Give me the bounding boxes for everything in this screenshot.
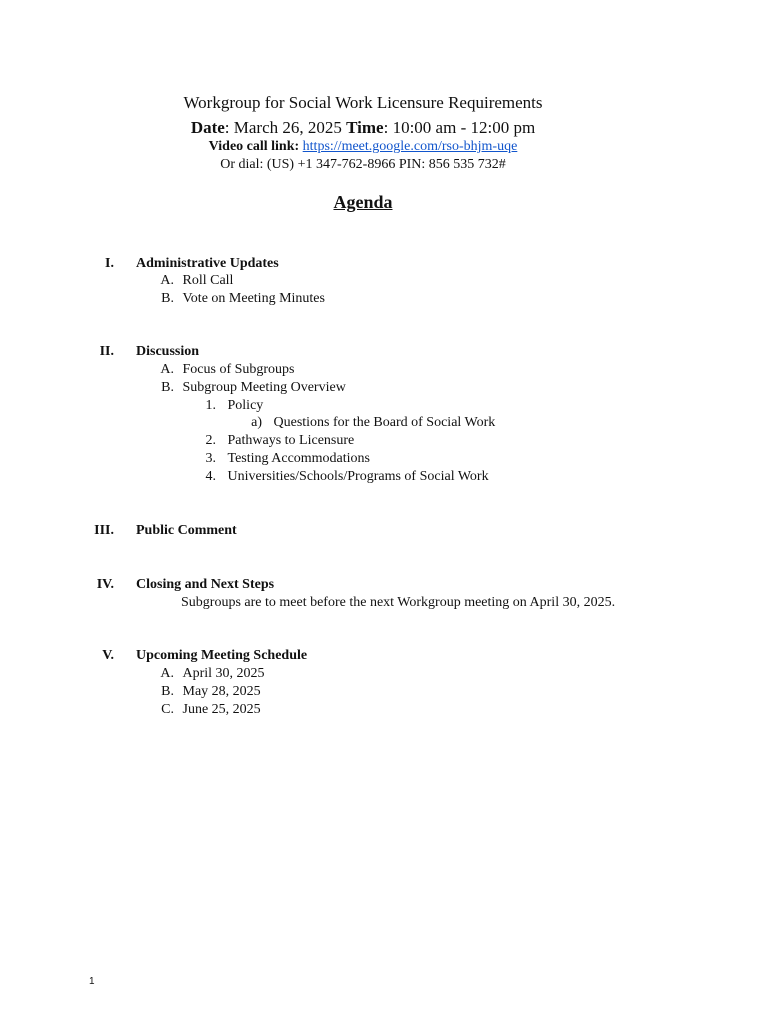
list-item — [202, 469, 489, 485]
list-item — [158, 666, 265, 682]
item-text: May 28, 2025 — [182, 684, 261, 699]
document-title: Workgroup for Social Work Licensure Requirements — [183, 93, 543, 112]
list-item — [202, 451, 370, 467]
section-title: Discussion — [136, 344, 200, 359]
item-text: Focus of Subgroups — [182, 362, 295, 377]
video-call-line — [0, 139, 726, 155]
item-marker: 1. — [205, 398, 216, 413]
list-item — [202, 398, 263, 414]
date-value: : March 26, 2025 — [224, 118, 347, 137]
section-numeral: V. — [102, 648, 114, 663]
time-label: Time — [346, 118, 384, 137]
item-marker: B. — [161, 684, 174, 699]
dial-in-info: Or dial: (US) +1 347-762-8966 PIN: 856 535 732# — [220, 157, 506, 172]
item-text: Universities/Schools/Programs of Social Work — [227, 469, 489, 484]
item-marker: 2. — [205, 433, 216, 448]
page-number: 1 — [89, 976, 95, 987]
section-title: Public Comment — [136, 523, 237, 538]
item-text: Roll Call — [182, 273, 234, 288]
section-numeral: IV. — [96, 577, 114, 592]
item-marker: A. — [160, 666, 174, 681]
list-item — [158, 380, 346, 396]
section-title: Upcoming Meeting Schedule — [136, 648, 308, 663]
item-marker: a) — [251, 415, 262, 430]
list-item — [158, 291, 325, 307]
item-text: Policy — [227, 398, 264, 413]
item-marker: B. — [161, 291, 174, 306]
video-call-link[interactable]: https://meet.google.com/rso-bhjm-uqe — [302, 139, 518, 154]
item-marker: 4. — [205, 469, 216, 484]
item-marker: C. — [161, 702, 174, 717]
list-item — [158, 273, 233, 289]
section-numeral: III. — [94, 523, 114, 538]
time-value: : 10:00 am - 12:00 pm — [383, 118, 536, 137]
list-item — [158, 362, 295, 378]
section-note: Subgroups are to meet before the next Workgroup meeting on April 30, 2025. — [181, 595, 616, 610]
item-text: Vote on Meeting Minutes — [182, 291, 325, 306]
agenda-heading: Agenda — [333, 192, 393, 212]
item-text: April 30, 2025 — [182, 666, 265, 681]
item-marker: A. — [160, 362, 174, 377]
item-text: Pathways to Licensure — [227, 433, 355, 448]
list-item — [202, 433, 354, 449]
item-text: Subgroup Meeting Overview — [182, 380, 346, 395]
meeting-datetime — [0, 118, 726, 138]
list-item — [248, 415, 495, 431]
section-title: Closing and Next Steps — [136, 577, 275, 592]
item-marker: B. — [161, 380, 174, 395]
item-text: Questions for the Board of Social Work — [273, 415, 496, 430]
video-call-label: Video call link: — [208, 139, 300, 154]
section-numeral: II. — [99, 344, 114, 359]
item-marker: 3. — [205, 451, 216, 466]
list-item — [158, 702, 261, 718]
list-item — [158, 684, 261, 700]
item-text: Testing Accommodations — [227, 451, 371, 466]
section-title: Administrative Updates — [136, 256, 279, 271]
date-label: Date — [190, 118, 225, 137]
item-text: June 25, 2025 — [182, 702, 261, 717]
item-marker: A. — [160, 273, 174, 288]
section-numeral: I. — [105, 256, 114, 271]
